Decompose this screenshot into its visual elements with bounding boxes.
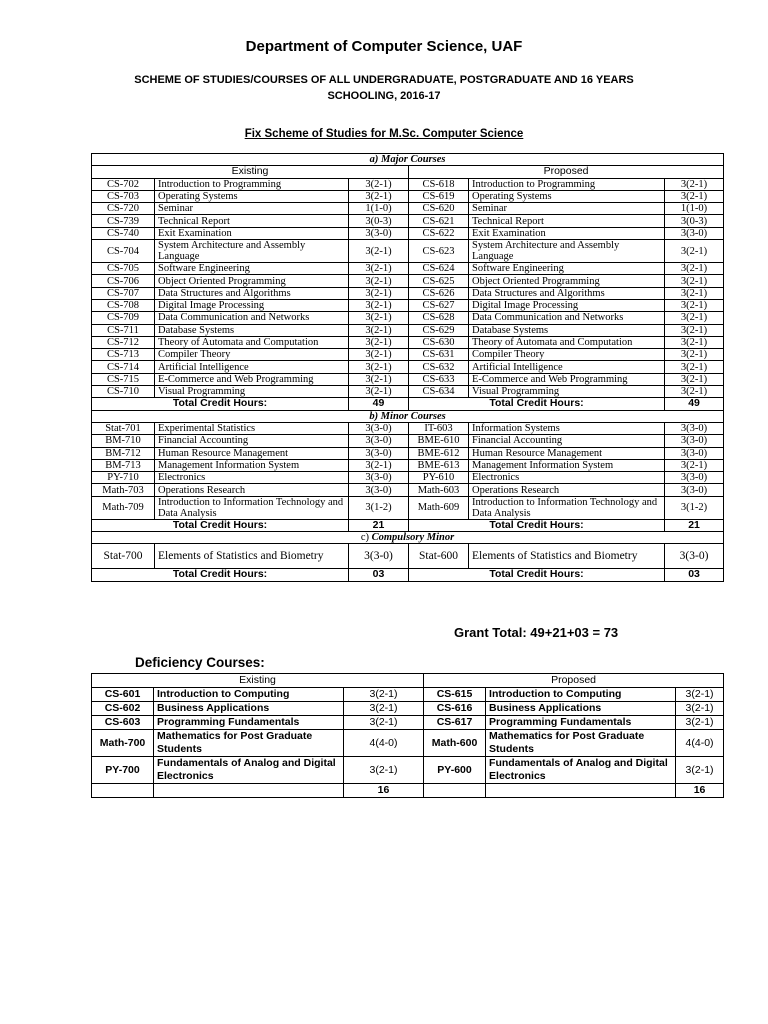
proposed-credit-hours: 3(2-1) xyxy=(676,688,724,702)
proposed-course-title: Fundamentals of Analog and Digital Electronics xyxy=(486,757,676,784)
proposed-course-title: Theory of Automata and Computation xyxy=(469,336,665,348)
course-row xyxy=(92,263,724,275)
major-proposed-total: 49 xyxy=(665,398,724,410)
course-row xyxy=(92,386,724,398)
compulsory-course-row xyxy=(92,544,724,569)
proposed-course-title: Business Applications xyxy=(486,702,676,716)
major-proposed-total-label: Total Credit Hours: xyxy=(409,398,665,410)
existing-course-code: CS-704 xyxy=(92,240,155,263)
existing-credit-hours: 3(2-1) xyxy=(344,716,424,730)
compulsory-proposed-total: 03 xyxy=(665,569,724,581)
proposed-course-code: PY-610 xyxy=(409,472,469,484)
minor-section-row xyxy=(92,410,724,422)
proposed-course-code: CS-619 xyxy=(409,190,469,202)
existing-course-code: CS-708 xyxy=(92,299,155,311)
deficiency-header-row xyxy=(92,674,724,688)
deficiency-existing-header: Existing xyxy=(92,674,424,688)
existing-course-code: CS-602 xyxy=(92,702,154,716)
proposed-course-title: Electronics xyxy=(469,472,665,484)
compulsory-total-row xyxy=(92,569,724,581)
existing-credit-hours: 3(2-1) xyxy=(349,240,409,263)
proposed-credit-hours: 3(3-0) xyxy=(665,227,724,239)
existing-course-code: PY-700 xyxy=(92,757,154,784)
course-row xyxy=(92,688,724,702)
existing-course-code: CS-710 xyxy=(92,386,155,398)
proposed-course-code: CS-621 xyxy=(409,215,469,227)
proposed-course-code: IT-603 xyxy=(409,422,469,434)
existing-course-title: Artificial Intelligence xyxy=(155,361,349,373)
compulsory-section-row xyxy=(92,532,724,544)
proposed-course-code: CS-625 xyxy=(409,275,469,287)
proposed-course-code: CS-632 xyxy=(409,361,469,373)
scheme-title-line1: SCHEME OF STUDIES/COURSES OF ALL UNDERGRADUATE, POSTGRADUATE AND 16 YEARS xyxy=(134,74,634,86)
proposed-credit-hours: 3(2-1) xyxy=(665,336,724,348)
existing-credit-hours: 3(3-0) xyxy=(349,544,409,569)
proposed-course-code: CS-627 xyxy=(409,299,469,311)
existing-credit-hours: 3(1-2) xyxy=(349,496,409,519)
minor-existing-total: 21 xyxy=(349,519,409,531)
existing-credit-hours: 3(2-1) xyxy=(349,312,409,324)
proposed-course-code: PY-600 xyxy=(424,757,486,784)
existing-credit-hours: 3(2-1) xyxy=(349,361,409,373)
existing-course-title: System Architecture and Assembly Language xyxy=(155,240,349,263)
existing-course-title: Data Structures and Algorithms xyxy=(155,287,349,299)
proposed-course-title: Seminar xyxy=(469,203,665,215)
existing-course-code: CS-715 xyxy=(92,373,155,385)
existing-credit-hours: 3(2-1) xyxy=(349,299,409,311)
existing-course-title: Introduction to Programming xyxy=(155,178,349,190)
deficiency-table xyxy=(91,673,724,798)
proposed-course-title: Elements of Statistics and Biometry xyxy=(469,544,665,569)
existing-course-title: E-Commerce and Web Programming xyxy=(155,373,349,385)
existing-credit-hours: 3(2-1) xyxy=(349,190,409,202)
proposed-course-code: CS-618 xyxy=(409,178,469,190)
course-row xyxy=(92,459,724,471)
proposed-course-title: Introduction to Computing xyxy=(486,688,676,702)
course-row xyxy=(92,373,724,385)
existing-course-code: Math-703 xyxy=(92,484,155,496)
course-row xyxy=(92,349,724,361)
proposed-course-code: CS-616 xyxy=(424,702,486,716)
proposed-course-title: Software Engineering xyxy=(469,263,665,275)
existing-credit-hours: 3(2-1) xyxy=(349,275,409,287)
minor-existing-total-label: Total Credit Hours: xyxy=(92,519,349,531)
minor-proposed-total: 21 xyxy=(665,519,724,531)
grant-total: Grant Total: 49+21+03 = 73 xyxy=(454,625,619,640)
existing-credit-hours: 3(2-1) xyxy=(349,386,409,398)
deficiency-proposed-header: Proposed xyxy=(424,674,724,688)
existing-course-title: Financial Accounting xyxy=(155,435,349,447)
existing-credit-hours: 3(2-1) xyxy=(344,757,424,784)
existing-course-title: Mathematics for Post Graduate Students xyxy=(154,730,344,757)
major-total-row xyxy=(92,398,724,410)
empty-cell xyxy=(92,784,154,798)
course-row xyxy=(92,215,724,227)
existing-course-code: CS-601 xyxy=(92,688,154,702)
proposed-course-title: Artificial Intelligence xyxy=(469,361,665,373)
proposed-course-code: CS-634 xyxy=(409,386,469,398)
proposed-credit-hours: 3(2-1) xyxy=(665,324,724,336)
existing-course-code: Math-700 xyxy=(92,730,154,757)
major-existing-total: 49 xyxy=(349,398,409,410)
existing-course-title: Database Systems xyxy=(155,324,349,336)
proposed-course-code: CS-624 xyxy=(409,263,469,275)
existing-course-code: CS-739 xyxy=(92,215,155,227)
proposed-credit-hours: 3(2-1) xyxy=(676,716,724,730)
existing-course-title: Exit Examination xyxy=(155,227,349,239)
existing-course-code: CS-703 xyxy=(92,190,155,202)
existing-credit-hours: 3(2-1) xyxy=(349,336,409,348)
course-row xyxy=(92,287,724,299)
existing-credit-hours: 3(2-1) xyxy=(344,688,424,702)
course-row xyxy=(92,496,724,519)
proposed-course-code: Math-603 xyxy=(409,484,469,496)
proposed-course-title: Introduction to Information Technology and Data Analysis xyxy=(469,496,665,519)
existing-course-title: Electronics xyxy=(155,472,349,484)
proposed-credit-hours: 3(2-1) xyxy=(665,178,724,190)
existing-course-code: CS-712 xyxy=(92,336,155,348)
proposed-course-code: Math-609 xyxy=(409,496,469,519)
proposed-course-title: Digital Image Processing xyxy=(469,299,665,311)
deficiency-existing-total: 16 xyxy=(344,784,424,798)
empty-cell xyxy=(424,784,486,798)
existing-course-title: Fundamentals of Analog and Digital Electronics xyxy=(154,757,344,784)
existing-course-code: BM-713 xyxy=(92,459,155,471)
existing-credit-hours: 3(3-0) xyxy=(349,422,409,434)
deficiency-title: Deficiency Courses: xyxy=(135,655,265,670)
major-header-row xyxy=(92,166,724,178)
proposed-course-code: BME-613 xyxy=(409,459,469,471)
proposed-course-code: CS-617 xyxy=(424,716,486,730)
proposed-course-code: CS-622 xyxy=(409,227,469,239)
existing-credit-hours: 3(3-0) xyxy=(349,472,409,484)
course-row xyxy=(92,484,724,496)
proposed-course-title: Introduction to Programming xyxy=(469,178,665,190)
proposed-course-title: Database Systems xyxy=(469,324,665,336)
existing-header: Existing xyxy=(92,166,409,178)
proposed-credit-hours: 3(2-1) xyxy=(665,299,724,311)
existing-course-title: Introduction to Information Technology and Data Analysis xyxy=(155,496,349,519)
proposed-credit-hours: 3(2-1) xyxy=(665,287,724,299)
existing-course-title: Visual Programming xyxy=(155,386,349,398)
course-row xyxy=(92,757,724,784)
proposed-credit-hours: 3(2-1) xyxy=(665,190,724,202)
proposed-course-code: CS-633 xyxy=(409,373,469,385)
existing-course-code: CS-702 xyxy=(92,178,155,190)
major-existing-total-label: Total Credit Hours: xyxy=(92,398,349,410)
existing-course-title: Human Resource Management xyxy=(155,447,349,459)
proposed-credit-hours: 3(0-3) xyxy=(665,215,724,227)
compulsory-title: Compulsory Minor xyxy=(371,532,455,544)
proposed-course-code: CS-629 xyxy=(409,324,469,336)
proposed-course-title: Data Structures and Algorithms xyxy=(469,287,665,299)
deficiency-total-row xyxy=(92,784,724,798)
proposed-credit-hours: 3(2-1) xyxy=(665,312,724,324)
existing-course-code: CS-713 xyxy=(92,349,155,361)
existing-course-title: Experimental Statistics xyxy=(155,422,349,434)
existing-credit-hours: 3(2-1) xyxy=(349,324,409,336)
existing-course-title: Operations Research xyxy=(155,484,349,496)
proposed-course-code: BME-612 xyxy=(409,447,469,459)
proposed-course-title: Operations Research xyxy=(469,484,665,496)
proposed-course-title: Data Communication and Networks xyxy=(469,312,665,324)
proposed-course-title: Visual Programming xyxy=(469,386,665,398)
proposed-course-title: Management Information System xyxy=(469,459,665,471)
proposed-course-title: Object Oriented Programming xyxy=(469,275,665,287)
proposed-course-code: Math-600 xyxy=(424,730,486,757)
course-row xyxy=(92,361,724,373)
existing-course-title: Seminar xyxy=(155,203,349,215)
existing-credit-hours: 3(2-1) xyxy=(349,287,409,299)
existing-credit-hours: 3(2-1) xyxy=(349,263,409,275)
course-row xyxy=(92,227,724,239)
course-row xyxy=(92,324,724,336)
existing-course-title: Introduction to Computing xyxy=(154,688,344,702)
existing-course-title: Data Communication and Networks xyxy=(155,312,349,324)
course-row xyxy=(92,275,724,287)
proposed-credit-hours: 3(2-1) xyxy=(665,386,724,398)
course-row xyxy=(92,299,724,311)
proposed-course-code: Stat-600 xyxy=(409,544,469,569)
existing-credit-hours: 3(0-3) xyxy=(349,215,409,227)
minor-total-row xyxy=(92,519,724,531)
existing-course-code: CS-707 xyxy=(92,287,155,299)
proposed-course-title: Mathematics for Post Graduate Students xyxy=(486,730,676,757)
proposed-credit-hours: 3(2-1) xyxy=(665,373,724,385)
proposed-credit-hours: 3(2-1) xyxy=(665,459,724,471)
existing-course-code: Stat-700 xyxy=(92,544,155,569)
proposed-credit-hours: 3(3-0) xyxy=(665,472,724,484)
empty-cell xyxy=(486,784,676,798)
course-row xyxy=(92,702,724,716)
course-row xyxy=(92,336,724,348)
scheme-title-line2: SCHOOLING, 2016-17 xyxy=(327,90,441,102)
course-row xyxy=(92,447,724,459)
proposed-course-title: Human Resource Management xyxy=(469,447,665,459)
proposed-course-title: Programming Fundamentals xyxy=(486,716,676,730)
proposed-course-title: Technical Report xyxy=(469,215,665,227)
proposed-course-title: Financial Accounting xyxy=(469,435,665,447)
proposed-course-code: CS-623 xyxy=(409,240,469,263)
proposed-course-code: CS-620 xyxy=(409,203,469,215)
proposed-course-code: CS-630 xyxy=(409,336,469,348)
proposed-course-title: Exit Examination xyxy=(469,227,665,239)
compulsory-existing-total: 03 xyxy=(349,569,409,581)
proposed-course-title: E-Commerce and Web Programming xyxy=(469,373,665,385)
department-title: Department of Computer Science, UAF xyxy=(245,38,523,55)
existing-credit-hours: 3(3-0) xyxy=(349,484,409,496)
minor-proposed-total-label: Total Credit Hours: xyxy=(409,519,665,531)
course-row xyxy=(92,178,724,190)
proposed-course-title: System Architecture and Assembly Language xyxy=(469,240,665,263)
existing-course-code: CS-705 xyxy=(92,263,155,275)
existing-credit-hours: 3(3-0) xyxy=(349,227,409,239)
proposed-credit-hours: 1(1-0) xyxy=(665,203,724,215)
proposed-course-title: Information Systems xyxy=(469,422,665,434)
existing-course-code: CS-603 xyxy=(92,716,154,730)
fix-scheme-title: Fix Scheme of Studies for M.Sc. Computer Science xyxy=(244,128,524,140)
existing-course-code: CS-714 xyxy=(92,361,155,373)
existing-course-title: Software Engineering xyxy=(155,263,349,275)
course-row xyxy=(92,312,724,324)
proposed-credit-hours: 3(2-1) xyxy=(665,240,724,263)
proposed-credit-hours: 3(2-1) xyxy=(665,263,724,275)
existing-credit-hours: 3(2-1) xyxy=(349,373,409,385)
proposed-credit-hours: 3(3-0) xyxy=(665,422,724,434)
existing-credit-hours: 3(3-0) xyxy=(349,447,409,459)
empty-cell xyxy=(154,784,344,798)
existing-course-code: CS-709 xyxy=(92,312,155,324)
existing-course-title: Compiler Theory xyxy=(155,349,349,361)
existing-course-code: CS-740 xyxy=(92,227,155,239)
compulsory-section-title xyxy=(92,532,724,544)
existing-credit-hours: 3(2-1) xyxy=(349,178,409,190)
proposed-credit-hours: 3(3-0) xyxy=(665,544,724,569)
proposed-course-title: Operating Systems xyxy=(469,190,665,202)
proposed-course-code: CS-631 xyxy=(409,349,469,361)
compulsory-proposed-total-label: Total Credit Hours: xyxy=(409,569,665,581)
proposed-course-title: Compiler Theory xyxy=(469,349,665,361)
courses-table xyxy=(91,153,724,582)
existing-course-code: Stat-701 xyxy=(92,422,155,434)
existing-course-title: Programming Fundamentals xyxy=(154,716,344,730)
minor-section-title: b) Minor Courses xyxy=(92,410,724,422)
existing-course-code: CS-711 xyxy=(92,324,155,336)
existing-course-code: CS-720 xyxy=(92,203,155,215)
existing-course-title: Theory of Automata and Computation xyxy=(155,336,349,348)
proposed-credit-hours: 3(1-2) xyxy=(665,496,724,519)
proposed-course-code: BME-610 xyxy=(409,435,469,447)
course-row xyxy=(92,203,724,215)
proposed-credit-hours: 4(4-0) xyxy=(676,730,724,757)
course-row xyxy=(92,472,724,484)
existing-course-code: Math-709 xyxy=(92,496,155,519)
existing-course-code: BM-710 xyxy=(92,435,155,447)
major-section-row xyxy=(92,154,724,166)
proposed-credit-hours: 3(3-0) xyxy=(665,447,724,459)
proposed-course-code: CS-615 xyxy=(424,688,486,702)
existing-credit-hours: 1(1-0) xyxy=(349,203,409,215)
proposed-credit-hours: 3(3-0) xyxy=(665,484,724,496)
existing-course-title: Business Applications xyxy=(154,702,344,716)
existing-credit-hours: 3(2-1) xyxy=(349,459,409,471)
existing-course-title: Operating Systems xyxy=(155,190,349,202)
course-row xyxy=(92,190,724,202)
proposed-credit-hours: 3(2-1) xyxy=(665,349,724,361)
existing-course-title: Technical Report xyxy=(155,215,349,227)
proposed-credit-hours: 3(2-1) xyxy=(665,275,724,287)
existing-course-title: Digital Image Processing xyxy=(155,299,349,311)
proposed-credit-hours: 3(2-1) xyxy=(676,702,724,716)
existing-credit-hours: 3(2-1) xyxy=(349,349,409,361)
proposed-header: Proposed xyxy=(409,166,724,178)
existing-credit-hours: 3(3-0) xyxy=(349,435,409,447)
proposed-course-code: CS-628 xyxy=(409,312,469,324)
existing-course-title: Management Information System xyxy=(155,459,349,471)
proposed-credit-hours: 3(3-0) xyxy=(665,435,724,447)
course-row xyxy=(92,240,724,263)
proposed-credit-hours: 3(2-1) xyxy=(665,361,724,373)
existing-course-title: Elements of Statistics and Biometry xyxy=(155,544,349,569)
compulsory-prefix: c) xyxy=(360,532,370,544)
existing-credit-hours: 4(4-0) xyxy=(344,730,424,757)
compulsory-existing-total-label: Total Credit Hours: xyxy=(92,569,349,581)
deficiency-proposed-total: 16 xyxy=(676,784,724,798)
course-row xyxy=(92,422,724,434)
existing-course-title: Object Oriented Programming xyxy=(155,275,349,287)
existing-course-code: PY-710 xyxy=(92,472,155,484)
proposed-credit-hours: 3(2-1) xyxy=(676,757,724,784)
course-row xyxy=(92,716,724,730)
existing-course-code: CS-706 xyxy=(92,275,155,287)
course-row xyxy=(92,435,724,447)
existing-course-code: BM-712 xyxy=(92,447,155,459)
existing-credit-hours: 3(2-1) xyxy=(344,702,424,716)
course-row xyxy=(92,730,724,757)
proposed-course-code: CS-626 xyxy=(409,287,469,299)
major-section-title: a) Major Courses xyxy=(92,154,724,166)
